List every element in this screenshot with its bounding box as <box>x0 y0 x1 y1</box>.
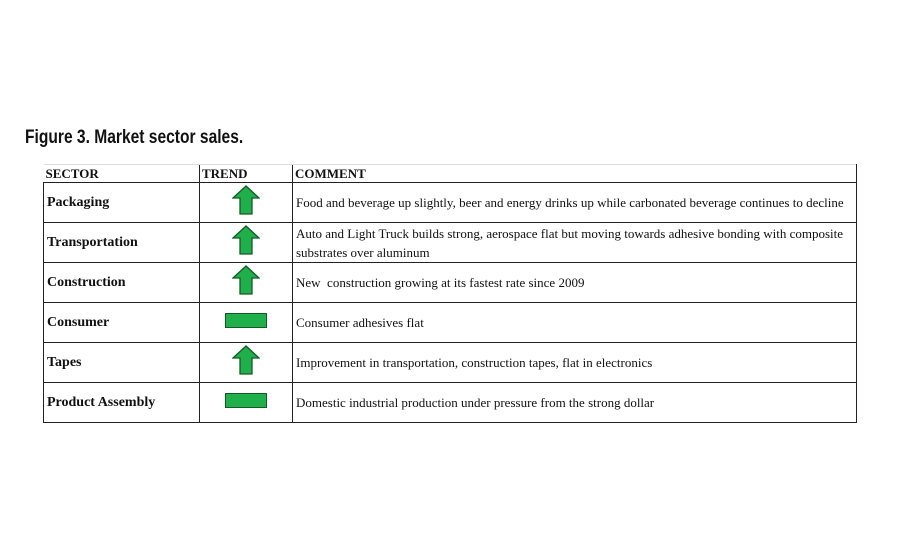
table-row <box>44 183 857 223</box>
comment-text: Food and beverage up slightly, beer and energy drinks up while carbonated beverage continues to decline <box>293 183 857 223</box>
comment-text: Domestic industrial production under pressure from the strong dollar <box>293 383 857 423</box>
comment-text: New construction growing at its fastest rate since 2009 <box>293 263 857 303</box>
sector-name: Transportation <box>44 223 200 263</box>
trend-cell <box>200 263 293 303</box>
trend-cell <box>200 223 293 263</box>
table-row <box>44 383 857 423</box>
table-row <box>44 263 857 303</box>
header-comment: COMMENT <box>293 165 857 183</box>
sector-name: Consumer <box>44 303 200 343</box>
trend-cell <box>200 343 293 383</box>
sector-name: Packaging <box>44 183 200 223</box>
table-row <box>44 303 857 343</box>
table-header-row <box>44 165 857 183</box>
up-arrow-icon <box>232 185 260 215</box>
flat-bar-icon <box>225 393 267 408</box>
sector-name: Tapes <box>44 343 200 383</box>
market-sector-table <box>43 164 857 423</box>
header-sector: SECTOR <box>44 165 200 183</box>
trend-cell <box>200 303 293 343</box>
trend-cell <box>200 183 293 223</box>
sector-name: Product Assembly <box>44 383 200 423</box>
up-arrow-icon <box>232 345 260 375</box>
table-row <box>44 223 857 263</box>
comment-text: Consumer adhesives flat <box>293 303 857 343</box>
header-trend: TREND <box>200 165 293 183</box>
figure-title: Figure 3. Market sector sales. <box>25 127 244 148</box>
sector-name: Construction <box>44 263 200 303</box>
up-arrow-icon <box>232 225 260 255</box>
flat-bar-icon <box>225 313 267 328</box>
up-arrow-icon <box>232 265 260 295</box>
table-row <box>44 343 857 383</box>
comment-text: Improvement in transportation, construction tapes, flat in electronics <box>293 343 857 383</box>
comment-text: Auto and Light Truck builds strong, aerospace flat but moving towards adhesive bonding with composite substrates over aluminum <box>293 223 857 263</box>
trend-cell <box>200 383 293 423</box>
